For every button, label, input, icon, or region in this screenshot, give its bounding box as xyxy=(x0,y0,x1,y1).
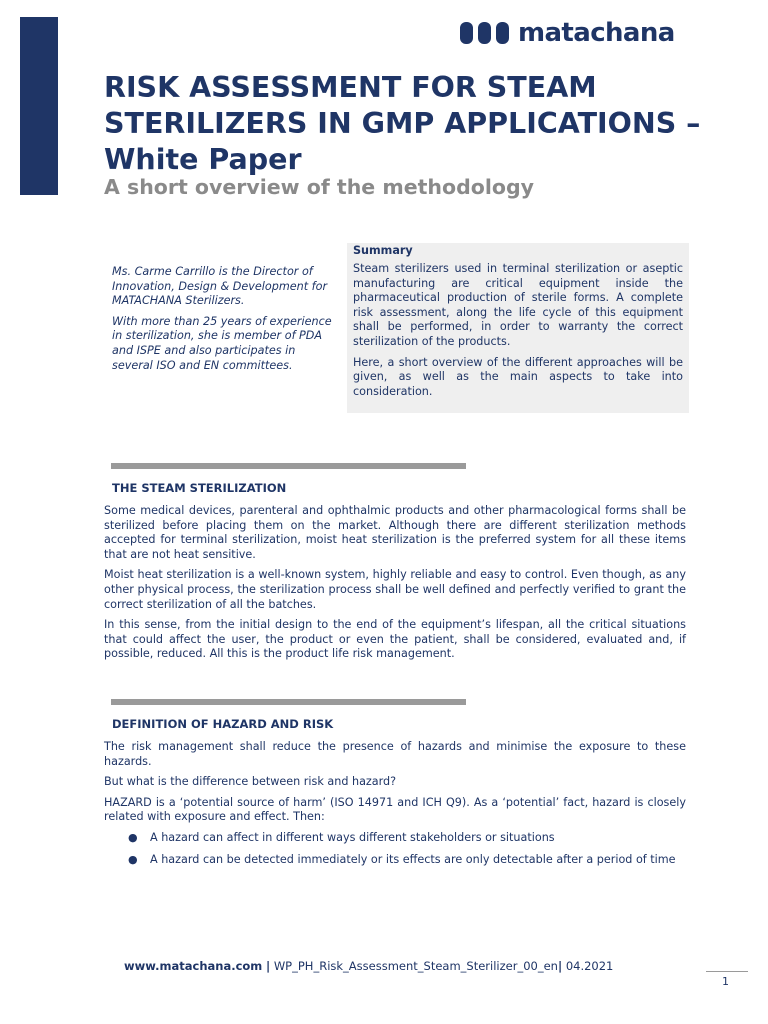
logo-dot xyxy=(460,22,473,44)
logo-dots-icon xyxy=(460,22,509,44)
document-subtitle: A short overview of the methodology xyxy=(104,175,534,199)
author-bio-paragraph: With more than 25 years of experience in sterilization, she is member of PDA and ISPE and also participates in several ISO and EN committees. xyxy=(112,314,332,372)
bullet-icon: ● xyxy=(128,830,138,844)
footer-separator: | xyxy=(557,959,563,973)
logo-dot xyxy=(478,22,491,44)
author-bio xyxy=(112,265,334,379)
bullet-icon: ● xyxy=(128,852,138,866)
summary-paragraph: Steam sterilizers used in terminal sterilization or aseptic manufacturing are critical equipment inside the pharmaceutical production of sterile forms. A complete risk assessment, along the life cycle of this equipment shall be performed, in order to warranty the correct sterilization of the products. xyxy=(353,262,683,348)
document-title: RISK ASSESSMENT FOR STEAM STERILIZERS IN GMP APPLICATIONS – White Paper xyxy=(104,71,701,176)
section-body-hazard-and-risk xyxy=(104,740,686,874)
body-paragraph: The risk management shall reduce the presence of hazards and minimise the exposure to these hazards. xyxy=(104,740,686,768)
footer-separator: | xyxy=(265,959,271,973)
summary-title: Summary xyxy=(353,244,413,257)
page-footer xyxy=(124,959,613,973)
body-paragraph: Some medical devices, parenteral and ophthalmic products and other pharmacological forms shall be sterilized before placing them on the market. Although there are different sterilization methods accepted for terminal sterilization, moist heat sterilization is the preferred system for all these items that are not heat sensitive. xyxy=(104,504,686,561)
section-body-steam-sterilization xyxy=(104,504,686,668)
list-item-text: A hazard can affect in different ways different stakeholders or situations xyxy=(150,830,555,844)
body-paragraph: Moist heat sterilization is a well-known system, highly reliable and easy to control. Even though, as any other physical process, the sterilization process shall be well defined and perfectly verified to grant the correct sterilization of all the batches. xyxy=(104,568,686,611)
section-divider xyxy=(111,699,466,705)
list-item xyxy=(128,831,686,846)
body-paragraph: But what is the difference between risk and hazard? xyxy=(104,775,397,789)
page-number: 1 xyxy=(722,975,729,988)
list-item xyxy=(128,853,686,868)
author-bio-paragraph: Ms. Carme Carrillo is the Director of Innovation, Design & Development for MATACHANA Sterilizers. xyxy=(112,265,328,308)
footer-website-link[interactable]: www.matachana.com xyxy=(124,959,263,973)
side-accent-bar xyxy=(20,17,58,195)
section-heading-steam-sterilization: THE STEAM STERILIZATION xyxy=(112,481,287,495)
section-divider xyxy=(111,463,466,469)
list-item-text: A hazard can be detected immediately or its effects are only detectable after a period of time xyxy=(150,852,676,866)
summary-box xyxy=(347,243,689,413)
logo-wordmark: matachana xyxy=(518,18,675,48)
page-number-rule xyxy=(706,971,748,972)
footer-document-code: WP_PH_Risk_Assessment_Steam_Sterilizer_00_en xyxy=(273,959,558,973)
footer-date: 04.2021 xyxy=(565,959,614,973)
bullet-list xyxy=(104,831,686,867)
body-paragraph: In this sense, from the initial design to the end of the equipment’s lifespan, all the critical situations that could affect the user, the product or even the patient, shall be considered, evaluated and, if possible, reduced. All this is the product life risk management. xyxy=(104,618,686,661)
summary-paragraph: Here, a short overview of the different approaches will be given, as well as the main aspects to take into consideration. xyxy=(353,355,683,398)
section-heading-hazard-and-risk: DEFINITION OF HAZARD AND RISK xyxy=(112,717,334,731)
body-paragraph: HAZARD is a ‘potential source of harm’ (ISO 14971 and ICH Q9). As a ‘potential’ fact, hazard is closely related with exposure and effect. Then: xyxy=(104,795,686,824)
logo-dot xyxy=(496,22,509,44)
matachana-logo xyxy=(460,18,675,48)
